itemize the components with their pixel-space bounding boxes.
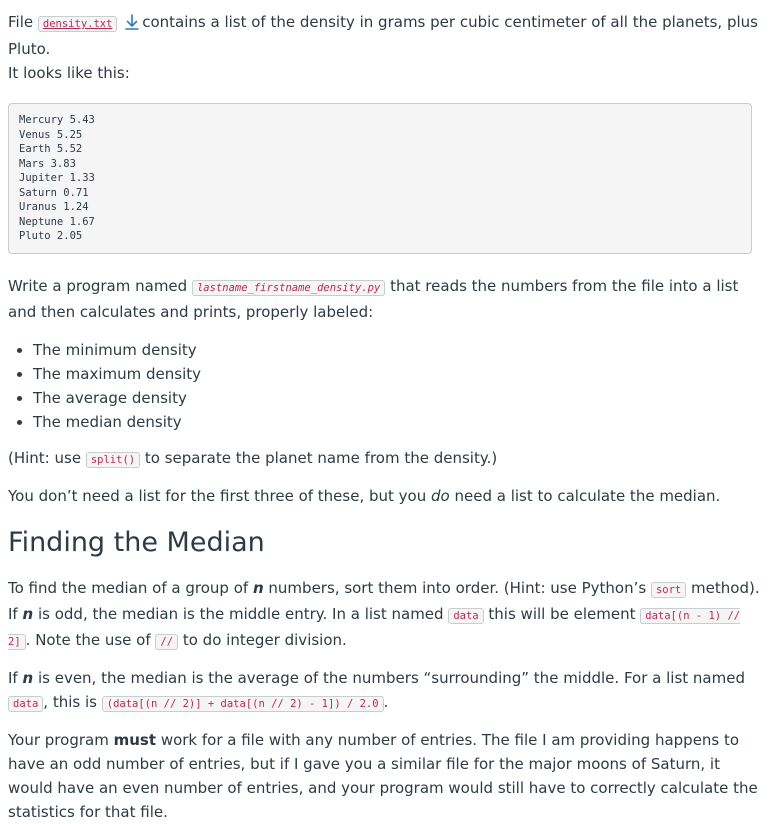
even-text-4: . [383,692,389,711]
n-variable: n [22,668,34,687]
intro-rest: contains a list of the density in grams per cubic centimeter of all the planets, plus Pluto. [8,13,758,58]
density-file-link[interactable] [38,16,118,32]
intro-paragraph [8,10,768,85]
even-paragraph [8,666,768,716]
density-file-link-text[interactable]: density.txt [42,18,113,30]
list-item: • The minimum density [33,338,768,362]
data-line: Neptune 1.67 [19,215,95,228]
median-text-3: method). If [8,578,760,623]
list-item: • The average density [33,386,768,410]
list-note-paragraph [8,484,768,508]
median-paragraph [8,576,768,654]
split-code: split() [86,452,140,468]
median-text-1: To find the median of a group of [8,578,249,597]
median-text-5: this will be element [488,604,636,623]
even-text-1: If [8,668,18,687]
list-item: • The maximum density [33,362,768,386]
hint-paragraph [8,446,768,472]
data-line: Pluto 2.05 [19,230,83,242]
list-note-after: need a list to calculate the median. [454,486,721,505]
even-median-expression-code: (data[(n // 2)] + data[(n // 2) - 1]) / 2.0 [102,696,384,712]
middle-element-code: data[(n - 1) // 2] [8,609,741,648]
floor-division-code: // [155,634,178,650]
intro-line2: It looks like this: [8,64,130,82]
median-text-2: numbers, sort them into order. (Hint: use Python’s [268,578,647,597]
median-text-7: to do integer division. [182,630,347,649]
data-line: Earth 5.52 [19,143,83,155]
section-heading: Finding the Median [8,526,265,558]
final-text-2: work for a file with any number of entries. The file I am providing happens to have an odd number of entries, but if I gave you a similar file for the major moons of Saturn, it would have an even number of entries, and your program would still have to correctly calculate the statistics for that file. [8,730,758,821]
n-variable: n [252,578,264,597]
data-line: Saturn 0.71 [19,186,89,199]
data-line: Venus 5.25 [19,128,83,141]
list-note-before: You don’t need a list for the first three of these, but you [8,486,427,505]
median-text-6: . Note the use of [25,630,151,649]
list-note-emphasis: do [431,486,450,505]
data-line: Mercury 5.43 [19,114,95,126]
program-filename: lastname_firstname_density.py [192,280,385,296]
data-code: data [8,696,43,712]
final-paragraph [8,728,768,824]
density-data-block [8,103,752,254]
even-text-2: is even, the median is the average of the numbers “surrounding” the middle. For a list named [37,668,745,687]
even-text-3: , this is [43,692,97,711]
list-item: • The median density [33,410,768,434]
data-line: Jupiter 1.33 [19,172,95,184]
data-line: Mars 3.83 [19,157,76,170]
data-code: data [448,608,483,624]
download-icon[interactable] [124,13,140,37]
n-variable: n [22,604,34,623]
program-before: Write a program named [8,276,188,295]
intro-file-word: File [8,13,34,31]
program-after: that reads the numbers from the file into a list and then calculates and prints, properly labeled: [8,276,739,321]
must-emphasis: must [113,730,157,749]
data-line: Uranus 1.24 [19,201,89,213]
median-text-4: is odd, the median is the middle entry. In a list named [37,604,444,623]
hint-before: (Hint: use [8,448,82,467]
sort-code: sort [651,582,686,598]
statistics-list [8,338,768,434]
program-paragraph [8,274,768,324]
final-text-1: Your program [8,730,109,749]
hint-after: to separate the planet name from the density.) [144,448,498,467]
